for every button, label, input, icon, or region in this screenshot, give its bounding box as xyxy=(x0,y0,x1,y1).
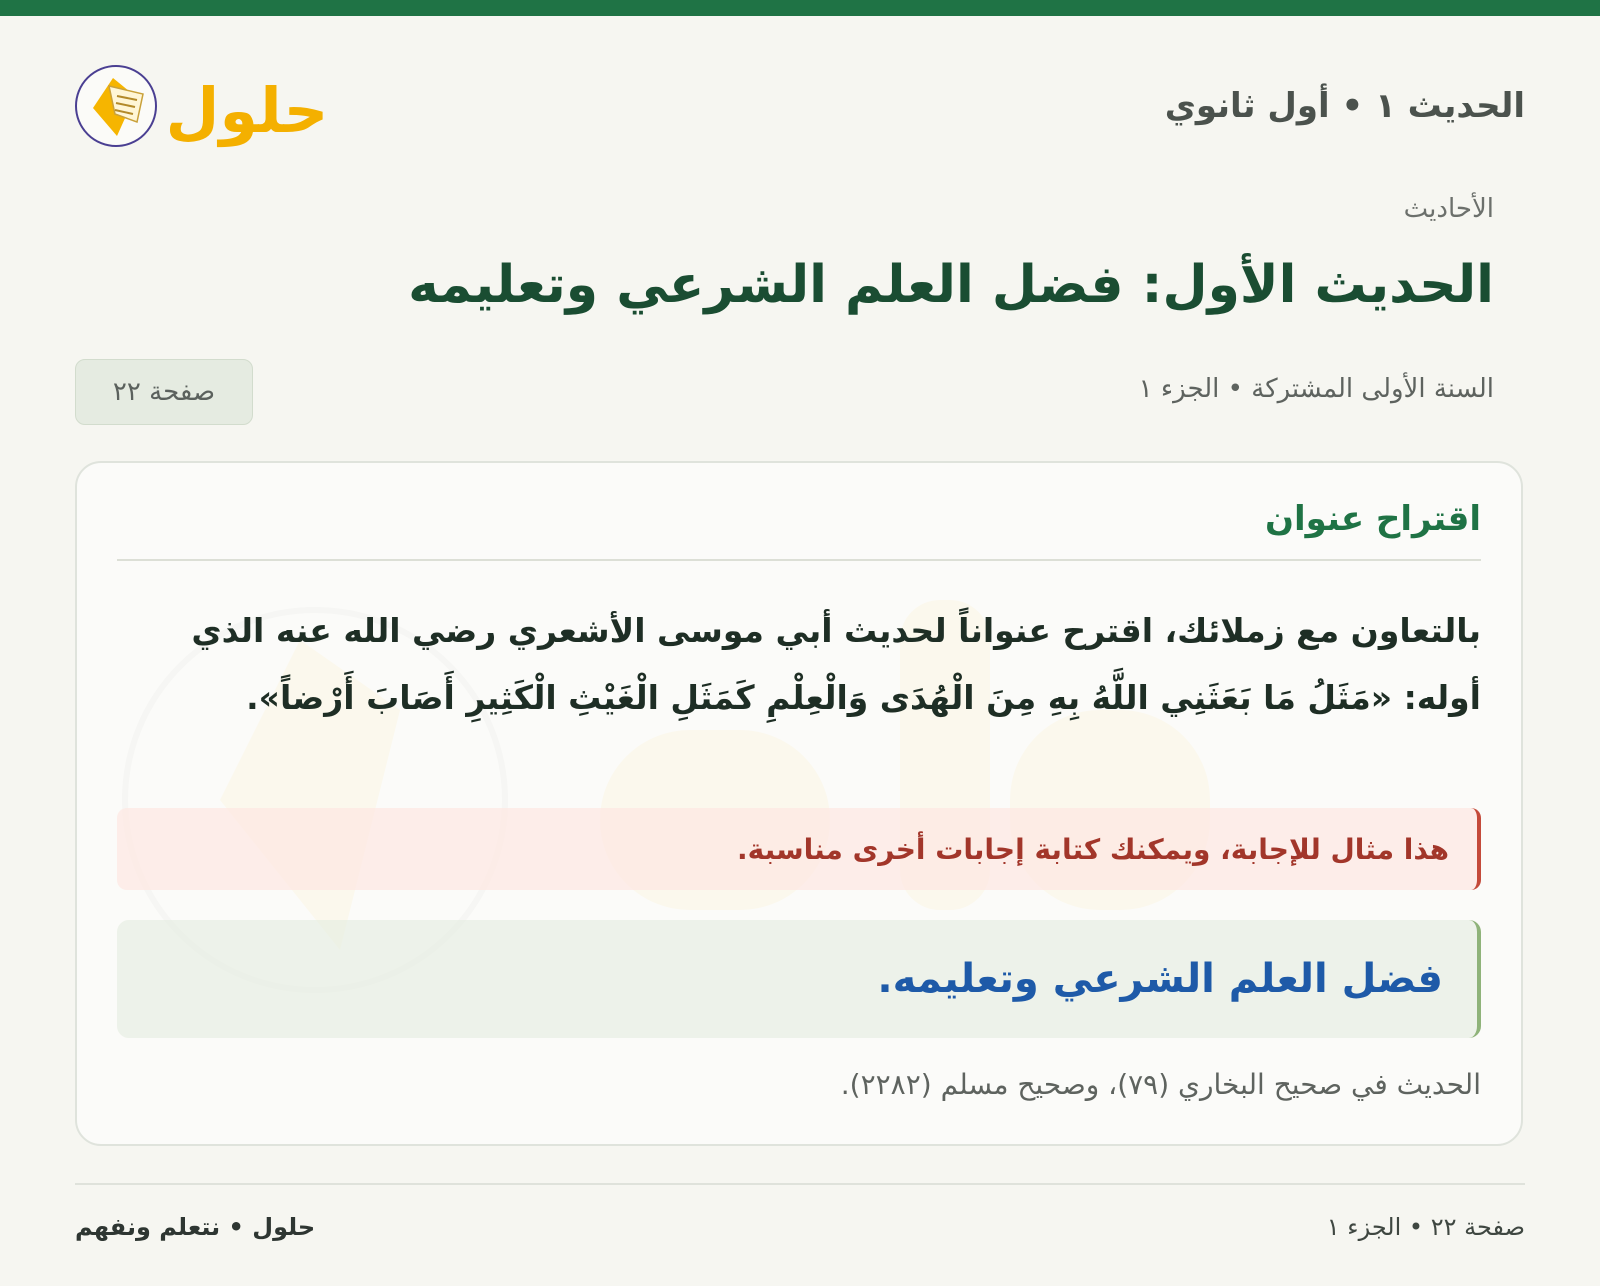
answer-text: فضل العلم الشرعي وتعليمه. xyxy=(877,956,1443,1002)
source-citation: الحديث في صحيح البخاري (٧٩)، وصحيح مسلم (٢٢٨٢). xyxy=(840,1068,1481,1101)
top-bar xyxy=(0,0,1600,16)
svg-text:حلول: حلول xyxy=(165,74,329,147)
hulul-logo[interactable] xyxy=(75,56,335,156)
footer-brand: حلول • نتعلم ونفهم xyxy=(75,1213,316,1241)
page-title: الحديث الأول: فضل العلم الشرعي وتعليمه xyxy=(408,255,1494,315)
exercise-card xyxy=(75,461,1523,1146)
note-text: هذا مثال للإجابة، ويمكنك كتابة إجابات أخرى مناسبة. xyxy=(737,832,1449,866)
question-text: بالتعاون مع زملائك، اقترح عنواناً لحديث أبي موسى الأشعري رضي الله عنه الذي أوله: «مَثَلُ مَا بَعَثَنِي اللَّهُ بِهِ مِنَ الْهُدَى وَالْعِلْمِ كَمَثَلِ الْغَيْثِ الْكَثِيرِ أَصَابَ أَرْضاً». xyxy=(191,611,1481,717)
answer-box xyxy=(117,920,1481,1038)
meta-line: السنة الأولى المشتركة • الجزء ١ xyxy=(1138,374,1494,404)
footer-divider xyxy=(75,1183,1525,1185)
footer-page-info: صفحة ٢٢ • الجزء ١ xyxy=(1326,1213,1525,1241)
page-badge xyxy=(75,359,253,425)
note-box xyxy=(117,808,1481,890)
header xyxy=(75,56,1525,156)
page-badge-label: صفحة ٢٢ xyxy=(112,377,216,407)
card-heading: اقتراح عنوان xyxy=(1264,499,1481,539)
breadcrumb[interactable]: الأحاديث xyxy=(1403,194,1494,224)
card-divider xyxy=(117,559,1481,561)
header-title: الحديث ١ • أول ثانوي xyxy=(1164,86,1525,126)
